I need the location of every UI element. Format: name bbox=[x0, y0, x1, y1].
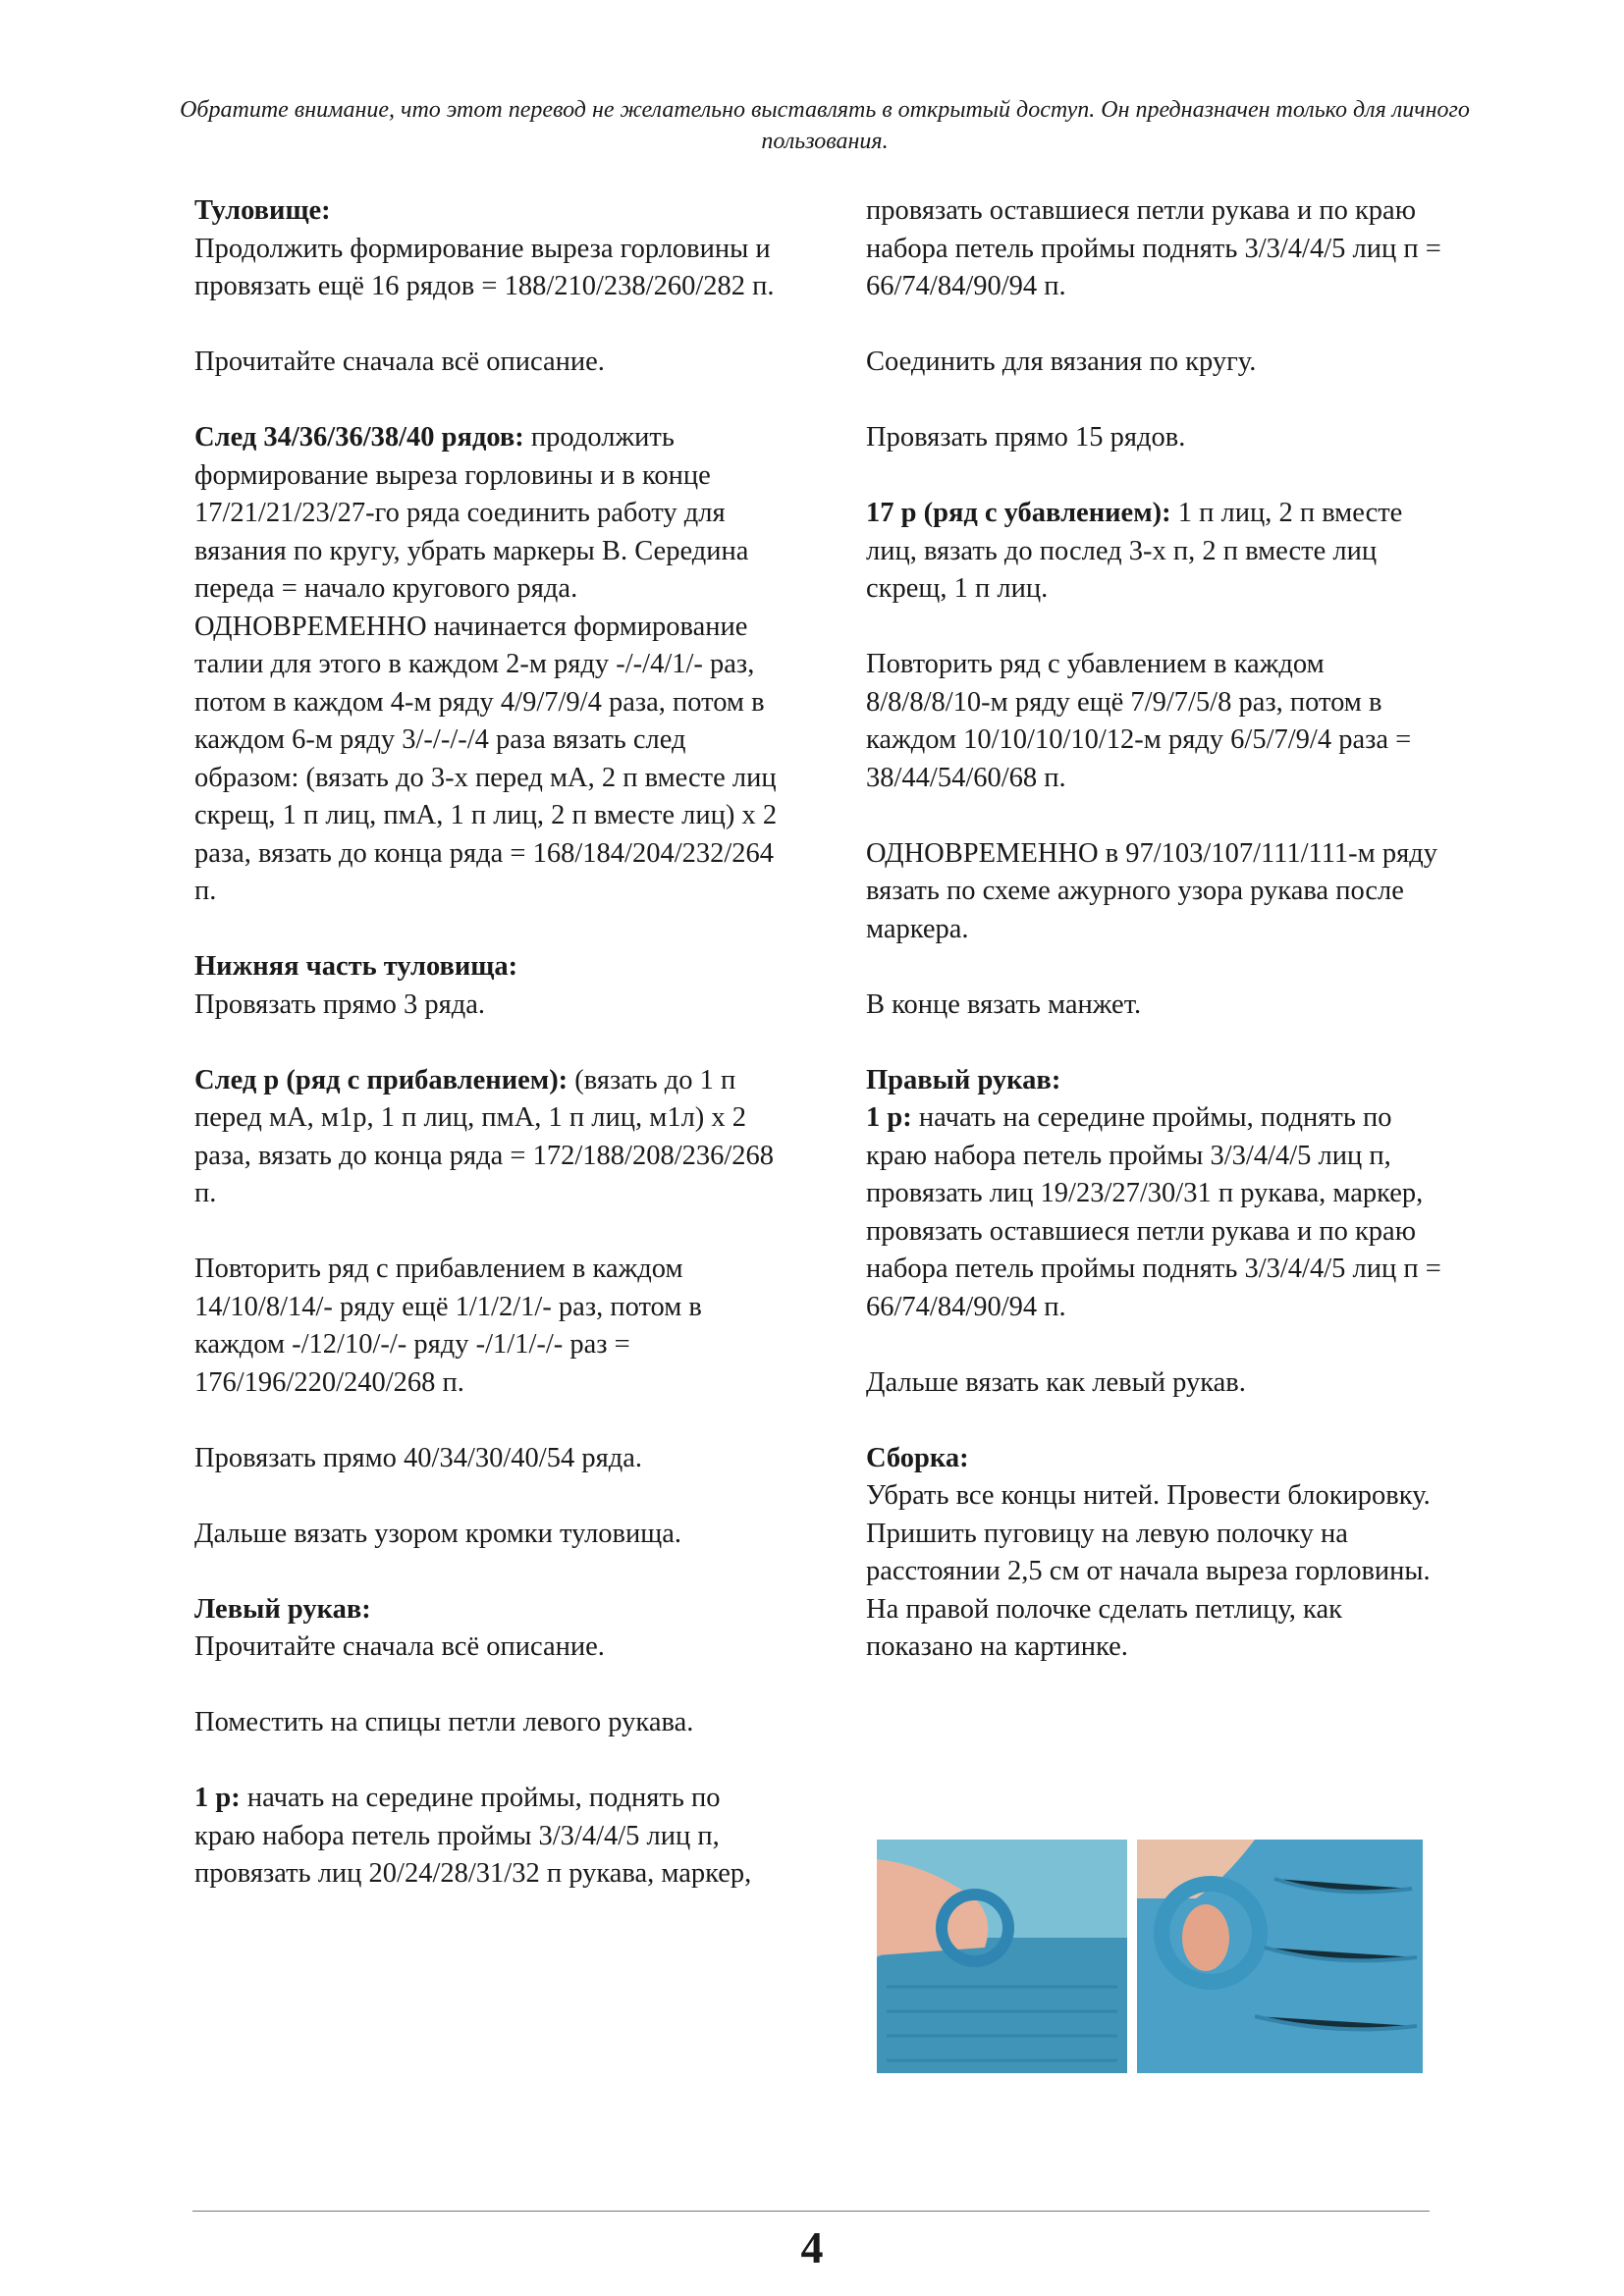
left-sleeve-heading: Левый рукав: bbox=[194, 1593, 371, 1625]
buttonhole-photos bbox=[877, 1840, 1423, 2073]
distribution-notice: Обратите внимание, что этот перевод не желательно выставлять в открытый доступ. Он предназначен только для личного пользования. bbox=[180, 97, 1470, 154]
left-column bbox=[194, 192, 784, 1931]
right-sleeve-row1-label: 1 р: bbox=[866, 1102, 912, 1133]
assembly-heading: Сборка: bbox=[866, 1442, 969, 1473]
left-sleeve-row1-paragraph bbox=[194, 1780, 784, 1894]
increase-label: След р (ряд с прибавлением): bbox=[194, 1064, 568, 1095]
repeat-increase-text: Повторить ряд с прибавлением в каждом 14/10/8/14/- ряду ещё 1/1/2/1/- раз, потом в каждом -/12/10/-/- ряду -/1/1/-/- раз = 176/196/220/240/268 п. bbox=[194, 1254, 702, 1398]
left-sleeve-row1-text: начать на середине проймы, поднять по краю набора петель проймы 3/3/4/4/5 лиц п, провязать лиц 20/24/28/31/32 п рукава, маркер, bbox=[194, 1783, 752, 1889]
straight-15-text: Провязать прямо 15 рядов. bbox=[866, 422, 1186, 453]
next-rows-text: продолжить формирование выреза горловины и в конце 17/21/21/23/27-го ряда соединить работу для вязания по кругу, убрать маркеры В. Середина переда = начало кругового ряда. ОДНОВРЕМЕННО начинается формирование талии для этого в каждом 2-м ряду -/-/4/1/- раз, потом в каждом 4-м ряду 4/9/7/9/4 раза, потом в каждом 6-м ряду 3/-/-/-/4 раза вязать след образом: (вязать до 3-х перед мА, 2 п вместе лиц скрещ, 1 п лиц, пмА, 1 п лиц, 2 п вместе лиц) х 2 раза, вязать до конца ряда = 168/184/204/232/264 п. bbox=[194, 422, 778, 906]
next-rows-paragraph bbox=[194, 419, 784, 911]
straight-rows-text: Провязать прямо 40/34/30/40/54 ряда. bbox=[194, 1442, 642, 1473]
increase-text: (вязать до 1 п перед мА, м1р, 1 п лиц, пмА, 1 п лиц, м1л) х 2 раза, вязать до конца ряда = 172/188/208/236/268 п. bbox=[194, 1064, 775, 1208]
footer-divider bbox=[192, 2211, 1430, 2212]
edge-pattern-text: Дальше вязать узором кромки туловища. bbox=[194, 1518, 681, 1549]
lower-torso-heading: Нижняя часть туловища: bbox=[194, 951, 518, 982]
sleeve-continuation-text: провязать оставшиеся петли рукава и по краю набора петель проймы поднять 3/3/4/4/5 лиц п = 66/74/84/90/94 п. bbox=[866, 195, 1441, 301]
cuff-text: В конце вязать манжет. bbox=[866, 988, 1142, 1020]
right-sleeve-row1-text: начать на середине проймы, поднять по краю набора петель проймы 3/3/4/4/5 лиц п, провязать лиц 19/23/27/30/31 п рукава, маркер, провязать оставшиеся петли рукава и по краю набора петель проймы поднять 3/3/4/4/5 лиц п = 66/74/84/90/94 п. bbox=[866, 1102, 1441, 1322]
right-sleeve-row1-paragraph bbox=[866, 1099, 1455, 1326]
right-column bbox=[866, 192, 1455, 1704]
increase-paragraph bbox=[194, 1062, 784, 1213]
buttonhole-photo-loop bbox=[877, 1840, 1127, 2073]
next-rows-label: След 34/36/36/38/40 рядов: bbox=[194, 422, 524, 453]
lower-torso-text: Провязать прямо 3 ряда. bbox=[194, 988, 486, 1020]
repeat-decrease-text: Повторить ряд с убавлением в каждом 8/8/8/8/10-м ряду ещё 7/9/7/5/8 раз, потом в каждом 10/10/10/10/12-м ряду 6/5/7/9/4 раза = 38/44/54/60/68 п. bbox=[866, 649, 1412, 793]
decrease-text: 1 п лиц, 2 п вместе лиц, вязать до послед 3-х п, 2 п вместе лиц скрещ, 1 п лиц. bbox=[866, 498, 1403, 604]
torso-heading: Туловище: bbox=[194, 195, 331, 226]
buttonhole-photo-finger bbox=[1137, 1840, 1423, 2073]
torso-text: Продолжить формирование выреза горловины и провязать ещё 16 рядов = 188/210/238/260/282 п. bbox=[194, 233, 775, 301]
decrease-paragraph bbox=[866, 495, 1455, 609]
buttonhole-finger-illustration bbox=[1137, 1840, 1423, 2073]
buttonhole-loop-illustration bbox=[877, 1840, 1127, 2073]
decrease-label: 17 р (ряд с убавлением): bbox=[866, 498, 1171, 528]
read-first-note: Прочитайте сначала всё описание. bbox=[194, 347, 605, 377]
left-sleeve-place-text: Поместить на спицы петли левого рукава. bbox=[194, 1707, 694, 1737]
left-sleeve-row1-label: 1 р: bbox=[194, 1783, 241, 1813]
lace-pattern-text: ОДНОВРЕМЕННО в 97/103/107/111/111-м ряду вязать по схеме ажурного узора рукава после маркера. bbox=[866, 837, 1437, 944]
right-sleeve-heading: Правый рукав: bbox=[866, 1064, 1061, 1095]
page-number: 4 bbox=[800, 2222, 824, 2272]
left-sleeve-read-first: Прочитайте сначала всё описание. bbox=[194, 1631, 605, 1662]
assembly-text: Убрать все концы нитей. Провести блокировку. Пришить пуговицу на левую полочку на расстоянии 2,5 см от начала выреза горловины. На правой полочке сделать петлицу, как показано на картинке. bbox=[866, 1480, 1431, 1662]
as-left-sleeve-text: Дальше вязать как левый рукав. bbox=[866, 1366, 1246, 1398]
join-round-text: Соединить для вязания по кругу. bbox=[866, 347, 1257, 377]
